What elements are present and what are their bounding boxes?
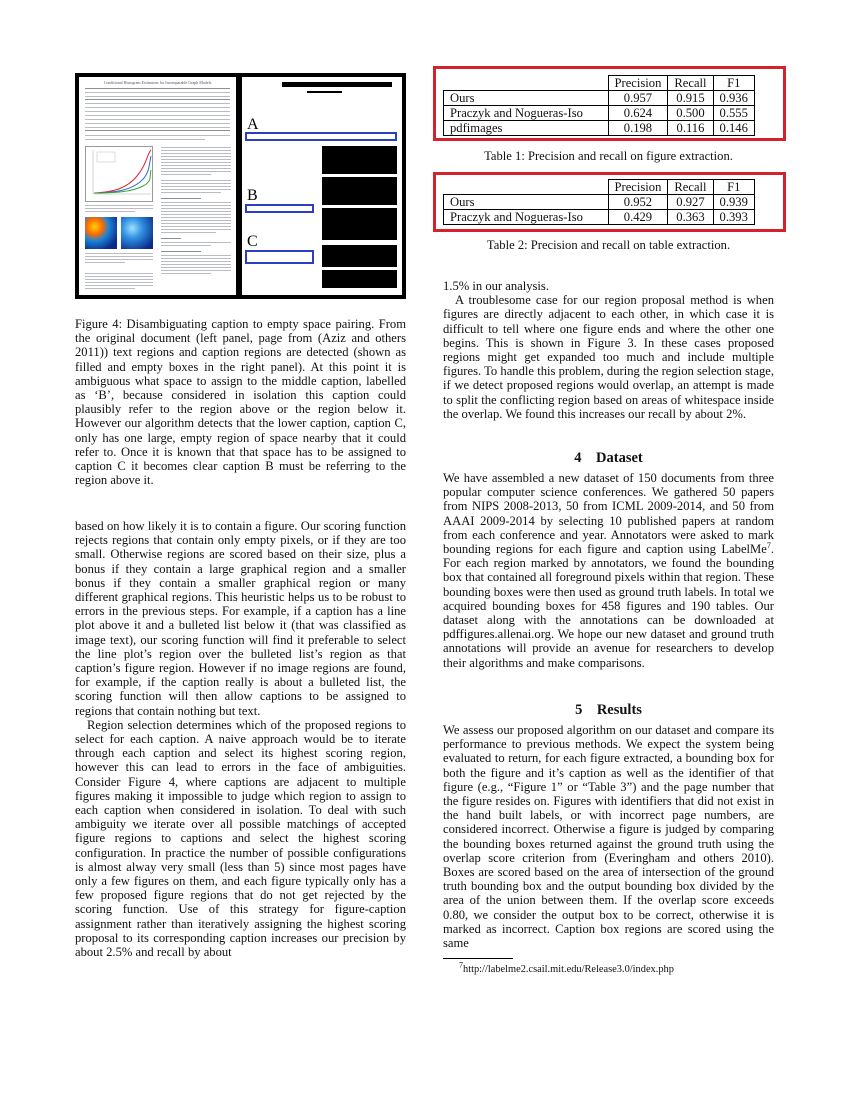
column-header: Recall	[668, 76, 713, 91]
caption-letter-a: A	[247, 116, 259, 133]
text-region	[322, 245, 397, 267]
paragraph-continuation: 1.5% in our analysis.	[443, 279, 549, 293]
table-row: Praczyk and Nogueras-Iso 0.624 0.500 0.555	[444, 106, 755, 121]
paragraph: based on how likely it is to contain a figure. Our scoring function rejects regions that contain only empty pixels, or if they are too small. Otherwise regions are scored based on their size, plus a bonus if they contain a large graphical region and a smaller bonus if they contain a smaller graphical region or many different graphical regions. This heuristic helps us to be robust to errors in the previous steps. For example, if a caption has a line plot above it and a bulleted list below it (that was classified as image text), our scoring function will find it preferable to select the line plot’s region over the bulleted list’s region as that caption’s figure region. However if no image regions are found, for example, if the caption really is about a bulleted list, the scoring function will then allow captions to be assigned to regions that contain nothing but text.	[75, 519, 406, 718]
table-row: pdfimages 0.198 0.116 0.146	[444, 121, 755, 136]
text-region	[322, 146, 397, 174]
section-heading-dataset: 4 Dataset	[574, 450, 643, 466]
table-2-caption: Table 2: Precision and recall on table extraction.	[486, 238, 731, 252]
footnote-rule	[443, 958, 513, 959]
paragraph: A troublesome case for our region proposal method is when figures are directly adjacent to each other, in which case it is difficult to tell where one figure ends and where the other one begins. This is shown in Figure 3. In these cases proposed regions might get expanded too much and include multiple figures. To handle this problem, during the region selection stage, if we detect proposed regions would overlap, an attempt is made to split the conflicting region based on areas of whitespace inside the overlap. We found this increases our recall by about 2%.	[443, 293, 774, 421]
table-2	[443, 179, 755, 225]
column-header: F1	[713, 76, 754, 91]
footnote: $^7$http://labelme2.csail.mit.edu/Release3.0/index.php	[459, 960, 674, 975]
mini-doc-title: Conditional Histogram Estimators for Incomparable Graph Models	[103, 80, 212, 85]
mini-line-plot	[85, 146, 153, 202]
dataset-paragraph: We have assembled a new dataset of 150 documents from three popular computer science conferences. We gathered 50 papers from NIPS 2008-2013, 50 from ICML 2009-2014, and 50 from AAAI 2009-2014 by selecting 10 published papers at random from each conference and year. Annotators were asked to mark bounding regions for each figure and caption using LabelMe$^7$. For each region marked by annotators, we found the bounding box that contained all foreground pixels within that region. These bounding boxes were then used as ground truth labels. In total we acquired bounding boxes for 458 figures and 190 tables. Our dataset along with the annotations can be downloaded at pdffigures.allenai.org. We hope our new dataset and ground truth annotations will provide an avenue for researchers to develop their algorithms and make comparisons.	[443, 471, 774, 670]
column-header: Precision	[608, 180, 668, 195]
caption-box-c	[245, 250, 314, 264]
left-column-body	[75, 519, 406, 959]
text-region	[282, 82, 392, 87]
text-region	[322, 270, 397, 288]
section-heading-results: 5 Results	[575, 702, 642, 718]
column-header: F1	[713, 180, 754, 195]
caption-box-a	[245, 132, 397, 141]
text-region	[322, 177, 397, 205]
caption-letter-b: B	[247, 187, 258, 204]
results-paragraph: We assess our proposed algorithm on our dataset and compare its performance to previous methods. We expect the system being evaluated to return, for each figure extracted, a bounding box for both the figure and it’s caption as well as the identifier of that figure (e.g., “Figure 1” or “Table 3”) and the page number that the figure resides on. Figures with identifiers that did not exist in the hand built labels, or with incorrect page numbers, are considered incorrect. Otherwise a figure is judged by comparing the bounding boxes returned against the ground truth using the overlap score criterion from (Everingham and others 2010). Boxes are scored based on the area of intersection of the ground truth bounding box and the output bounding box divided by the area of the union between them. If the overlap score exceeds 0.80, we consider the output box to be correct, otherwise it is marked as incorrect. Caption box regions are scored using the same	[443, 723, 774, 951]
mini-heatmap-1	[85, 217, 117, 249]
caption-box-b	[245, 204, 314, 213]
table-1	[443, 75, 755, 136]
column-header: Precision	[608, 76, 668, 91]
mini-heatmap-2	[121, 217, 153, 249]
text-region	[322, 208, 397, 240]
figure-4-image	[75, 73, 406, 299]
right-column-body	[443, 279, 774, 421]
table-row: Ours 0.952 0.927 0.939	[444, 195, 755, 210]
caption-letter-c: C	[247, 233, 258, 250]
table-1-caption: Table 1: Precision and recall on figure extraction.	[484, 149, 733, 163]
paragraph: Region selection determines which of the proposed regions to select for each caption. A naive approach would be to iterate through each caption and select its highest scoring region, however this can lead to errors in the face of ambiguities. Consider Figure 4, where captions are adjacent to multiple figures making it impossible to judge which region to assign to each caption when considered in isolation. To deal with such ambiguity we iterate over all possible matchings of accepted figure regions to captions and select the highest scoring configuration. In practice the number of possible configurations is almost alway very small (less than 5) since most pages have only a few figures on them, and each figure typically only has a few proposed figure regions that do not get rejected by the scoring function. Use of this strategy for figure-caption assignment rather than iteratively assigning the highest scoring proposal to its corresponding caption increases our precision by about 2.5% and recall by about	[75, 717, 406, 960]
original-page-thumbnail	[79, 77, 236, 295]
detected-regions-panel	[242, 77, 402, 295]
column-header: Recall	[668, 180, 713, 195]
table-row: Ours 0.957 0.915 0.936	[444, 91, 755, 106]
table-row: Praczyk and Nogueras-Iso 0.429 0.363 0.393	[444, 210, 755, 225]
figure-4-caption: Figure 4: Disambiguating caption to empty space pairing. From the original document (left panel, page from (Aziz and others 2011)) text regions and caption regions are detected (shown as filled and empty boxes in the right panel). At this point it is ambiguous what space to assign to the middle caption, labelled as ‘B’, because considered in isolation this caption could plausibly refer to the region above or the region below it. However our algorithm detects that the lower caption, caption C, only has one large, empty region of space nearby that it could refer to. Once it is known that that space has to be assigned to caption C it becomes clear caption B must be referring to the region above it.	[75, 317, 406, 488]
